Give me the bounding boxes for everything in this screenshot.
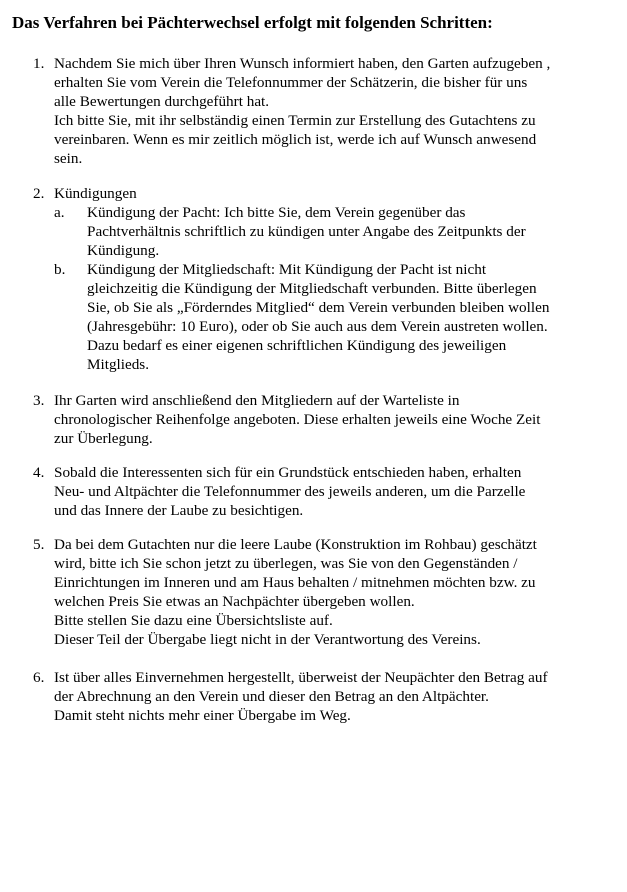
list-item-line: Neu- und Altpächter die Telefonnummer des jeweils anderen, um die Parzelle — [54, 483, 526, 500]
sub-item-letter-a: a. — [54, 204, 65, 221]
sub-item-letter-b: b. — [54, 261, 66, 278]
list-item-line: Ich bitte Sie, mit ihr selbständig einen Termin zur Erstellung des Gutachtens zu — [54, 112, 536, 129]
list-item-number: 3. — [33, 392, 45, 409]
list-item-line: Ihr Garten wird anschließend den Mitgliedern auf der Warteliste in — [54, 392, 460, 409]
list-item-line: Sobald die Interessenten sich für ein Grundstück entschieden haben, erhalten — [54, 464, 522, 481]
list-item-line: alle Bewertungen durchgeführt hat. — [54, 93, 270, 110]
list-item-line: Kündigungen — [54, 185, 137, 202]
list-item-line: Da bei dem Gutachten nur die leere Laube (Konstruktion im Rohbau) geschätzt — [54, 536, 537, 553]
list-item-number: 5. — [33, 536, 45, 553]
list-item-line: der Abrechnung an den Verein und dieser den Betrag an den Altpächter. — [54, 688, 489, 705]
list-item-line: Dieser Teil der Übergabe liegt nicht in der Verantwortung des Vereins. — [54, 631, 481, 648]
list-item-line: und das Innere der Laube zu besichtigen. — [54, 502, 304, 519]
sub-item-line: (Jahresgebühr: 10 Euro), oder ob Sie auch aus dem Verein austreten wollen. — [87, 318, 548, 335]
sub-item-line: gleichzeitig die Kündigung der Mitgliedschaft verbunden. Bitte überlegen — [87, 280, 537, 297]
list-item-number: 6. — [33, 669, 45, 686]
list-item-line: sein. — [54, 150, 83, 167]
list-item-line: Nachdem Sie mich über Ihren Wunsch informiert haben, den Garten aufzugeben , — [54, 55, 551, 72]
sub-item-line: Mitglieds. — [87, 356, 150, 373]
sub-item-line: Sie, ob Sie als „Förderndes Mitglied“ dem Verein verbunden bleiben wollen — [87, 299, 550, 316]
list-item-line: Damit steht nichts mehr einer Übergabe im Weg. — [54, 707, 351, 724]
list-item-line: chronologischer Reihenfolge angeboten. Diese erhalten jeweils eine Woche Zeit — [54, 411, 541, 428]
list-item-number: 2. — [33, 185, 45, 202]
list-item-line: Einrichtungen im Inneren und am Haus behalten / mitnehmen möchten bzw. zu — [54, 574, 536, 591]
list-item-line: zur Überlegung. — [54, 430, 153, 447]
sub-item-line: Kündigung. — [87, 242, 160, 259]
list-item-line: vereinbaren. Wenn es mir zeitlich möglich ist, werde ich auf Wunsch anwesend — [54, 131, 537, 148]
list-item-number: 1. — [33, 55, 45, 72]
sub-item-line: Kündigung der Mitgliedschaft: Mit Kündigung der Pacht ist nicht — [87, 261, 487, 278]
list-item-number: 4. — [33, 464, 45, 481]
list-item-line: welchen Preis Sie etwas an Nachpächter übergeben wollen. — [54, 593, 415, 610]
sub-item-line: Kündigung der Pacht: Ich bitte Sie, dem Verein gegenüber das — [87, 204, 466, 221]
list-item-line: erhalten Sie vom Verein die Telefonnummer der Schätzerin, die bisher für uns — [54, 74, 528, 91]
document-title: Das Verfahren bei Pächterwechsel erfolgt mit folgenden Schritten: — [12, 13, 493, 32]
sub-item-line: Pachtverhältnis schriftlich zu kündigen unter Angabe des Zeitpunkts der — [87, 223, 526, 240]
list-item-line: wird, bitte ich Sie schon jetzt zu überlegen, was Sie von den Gegenständen / — [54, 555, 518, 572]
list-item-line: Ist über alles Einvernehmen hergestellt, überweist der Neupächter den Betrag auf — [54, 669, 548, 686]
list-item-line: Bitte stellen Sie dazu eine Übersichtsliste auf. — [54, 612, 333, 629]
sub-item-line: Dazu bedarf es einer eigenen schriftlichen Kündigung des jeweiligen — [87, 337, 507, 354]
